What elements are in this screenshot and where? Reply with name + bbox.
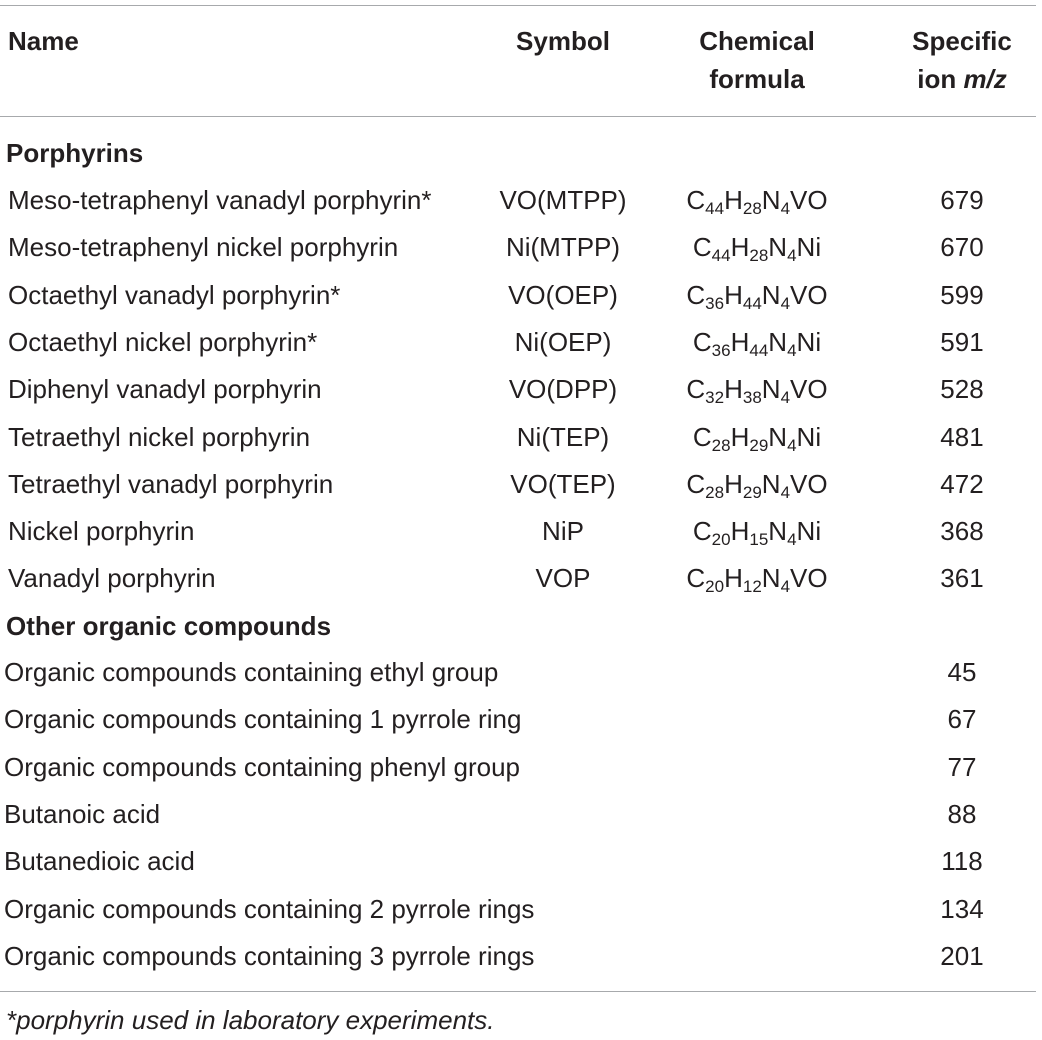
compound-name: Organic compounds containing ethyl group — [4, 657, 499, 687]
compound-symbol: VO(OEP) — [508, 280, 618, 310]
formula-subscript: 44 — [749, 341, 769, 360]
compound-name: Diphenyl vanadyl porphyrin — [8, 374, 322, 404]
formula-element: N — [768, 327, 788, 357]
column-header-symbol: Symbol — [516, 26, 610, 56]
formula-element: C — [686, 469, 706, 499]
table-row — [0, 228, 1036, 266]
formula-subscript: 20 — [711, 530, 731, 549]
column-header-mz-italic: m/z — [963, 64, 1007, 94]
table-row — [0, 465, 1036, 503]
compound-symbol: VOP — [535, 563, 591, 593]
compound-symbol: Ni(MTPP) — [505, 232, 621, 262]
formula-subscript: 38 — [742, 388, 762, 407]
formula-element: N — [761, 280, 781, 310]
compound-name: Organic compounds containing 1 pyrrole ring — [4, 704, 522, 734]
specific-ion-mz: 361 — [940, 563, 984, 593]
table-row — [0, 512, 1036, 550]
formula-element: Ni — [796, 422, 822, 452]
formula-element: H — [724, 280, 743, 310]
column-header-name: Name — [8, 26, 79, 56]
formula-subscript: 4 — [780, 577, 791, 596]
table-row — [0, 559, 1036, 597]
formula-element: H — [724, 469, 743, 499]
specific-ion-mz: 528 — [940, 374, 984, 404]
table-row — [0, 418, 1036, 456]
formula-subscript: 15 — [749, 530, 769, 549]
specific-ion-mz: 201 — [940, 941, 984, 971]
formula-subscript: 44 — [705, 199, 725, 218]
formula-element: H — [730, 327, 750, 357]
formula-subscript: 28 — [711, 436, 731, 455]
formula-element: N — [761, 563, 781, 593]
compound-symbol: VO(DPP) — [508, 374, 618, 404]
specific-ion-mz: 368 — [940, 516, 984, 546]
formula-subscript: 4 — [780, 294, 791, 313]
formula-element: VO — [790, 185, 828, 215]
compound-name: Meso-tetraphenyl nickel porphyrin — [8, 232, 399, 262]
table-row — [0, 323, 1036, 361]
specific-ion-mz: 77 — [947, 752, 977, 782]
formula-subscript: 29 — [742, 483, 762, 502]
formula-element: VO — [790, 374, 828, 404]
formula-subscript: 28 — [742, 199, 762, 218]
compound-symbol: Ni(OEP) — [514, 327, 612, 357]
compound-symbol: VO(MTPP) — [499, 185, 627, 215]
chemical-formula — [660, 323, 854, 361]
formula-element: N — [761, 469, 781, 499]
formula-subscript: 44 — [742, 294, 762, 313]
formula-subscript: 20 — [705, 577, 725, 596]
specific-ion-mz: 45 — [947, 657, 977, 687]
column-header-mz-prefix: ion — [917, 64, 964, 94]
formula-subscript: 28 — [705, 483, 725, 502]
formula-element: N — [768, 232, 788, 262]
specific-ion-mz: 670 — [940, 232, 984, 262]
formula-subscript: 32 — [705, 388, 725, 407]
table-row — [0, 890, 1036, 928]
formula-element: Ni — [796, 232, 822, 262]
formula-subscript: 4 — [780, 388, 791, 407]
formula-subscript: 12 — [742, 577, 762, 596]
footnote: *porphyrin used in laboratory experiments. — [6, 1005, 495, 1035]
formula-subscript: 44 — [711, 246, 731, 265]
column-header-mz-line2 — [890, 60, 1034, 98]
chemical-formula — [660, 559, 854, 597]
table-top-rule — [0, 5, 1036, 6]
compound-name: Tetraethyl nickel porphyrin — [8, 422, 311, 452]
formula-subscript: 4 — [787, 436, 797, 455]
column-header-specific-ion-mz — [890, 22, 1034, 98]
specific-ion-mz: 67 — [947, 704, 977, 734]
column-header-mz-line1: Specific — [912, 26, 1012, 56]
chemical-formula — [660, 181, 854, 219]
formula-element: VO — [790, 563, 828, 593]
compound-name: Butanedioic acid — [4, 846, 195, 876]
formula-element: VO — [790, 469, 828, 499]
formula-element: H — [724, 563, 743, 593]
formula-element: H — [730, 232, 750, 262]
compound-symbol: Ni(TEP) — [516, 422, 610, 452]
table-row — [0, 181, 1036, 219]
specific-ion-mz: 591 — [940, 327, 984, 357]
formula-subscript: 4 — [787, 341, 797, 360]
formula-element: VO — [790, 280, 828, 310]
table-row — [0, 842, 1036, 880]
specific-ion-mz: 88 — [947, 799, 977, 829]
specific-ion-mz: 118 — [941, 846, 983, 876]
table-row — [0, 748, 1036, 786]
chemical-formula — [660, 418, 854, 456]
specific-ion-mz: 679 — [940, 185, 984, 215]
formula-subscript: 29 — [749, 436, 769, 455]
table-row — [0, 370, 1036, 408]
table-bottom-rule — [0, 991, 1036, 992]
formula-subscript: 4 — [780, 483, 791, 502]
formula-subscript: 4 — [787, 530, 797, 549]
specific-ion-mz: 472 — [940, 469, 984, 499]
chemical-formula — [660, 276, 854, 314]
chemical-formula — [660, 465, 854, 503]
compound-name: Octaethyl vanadyl porphyrin* — [8, 280, 341, 310]
formula-element: H — [724, 185, 743, 215]
compound-name: Vanadyl porphyrin — [8, 563, 216, 593]
compound-name: Tetraethyl vanadyl porphyrin — [8, 469, 334, 499]
formula-element: H — [730, 516, 750, 546]
formula-element: C — [692, 327, 712, 357]
compound-name: Octaethyl nickel porphyrin* — [8, 327, 318, 357]
formula-element: N — [768, 422, 788, 452]
formula-subscript: 4 — [780, 199, 791, 218]
specific-ion-mz: 481 — [940, 422, 984, 452]
specific-ion-mz: 134 — [940, 894, 984, 924]
section-heading-other-organic-compounds: Other organic compounds — [6, 611, 332, 641]
chemical-formula — [660, 512, 854, 550]
chemical-formula — [660, 370, 854, 408]
formula-element: C — [692, 422, 712, 452]
table-row — [0, 700, 1036, 738]
chemical-formula — [660, 228, 854, 266]
compound-name: Nickel porphyrin — [8, 516, 195, 546]
header-bottom-rule — [0, 116, 1036, 117]
compound-name: Organic compounds containing phenyl group — [4, 752, 521, 782]
formula-element: Ni — [796, 327, 822, 357]
formula-element: C — [692, 232, 712, 262]
column-header-formula-line1: Chemical — [699, 26, 815, 56]
column-header-chemical-formula — [668, 22, 846, 98]
compound-name: Organic compounds containing 2 pyrrole rings — [4, 894, 535, 924]
formula-element: Ni — [796, 516, 822, 546]
compound-name: Meso-tetraphenyl vanadyl porphyrin* — [8, 185, 432, 215]
specific-ion-mz: 599 — [940, 280, 984, 310]
formula-element: H — [724, 374, 743, 404]
table-row — [0, 653, 1036, 691]
table-row — [0, 795, 1036, 833]
compound-name: Butanoic acid — [4, 799, 161, 829]
formula-element: N — [761, 185, 781, 215]
formula-element: C — [686, 280, 706, 310]
formula-element: N — [768, 516, 788, 546]
table-row — [0, 276, 1036, 314]
formula-subscript: 28 — [749, 246, 769, 265]
compound-symbol: NiP — [542, 516, 584, 546]
formula-element: C — [686, 185, 706, 215]
section-heading-porphyrins: Porphyrins — [6, 138, 144, 168]
formula-element: C — [686, 563, 706, 593]
formula-subscript: 4 — [787, 246, 797, 265]
formula-element: C — [692, 516, 712, 546]
formula-element: H — [730, 422, 750, 452]
compound-name: Organic compounds containing 3 pyrrole rings — [4, 941, 535, 971]
column-header-formula-line2: formula — [709, 64, 805, 94]
table-row — [0, 937, 1036, 975]
formula-element: N — [761, 374, 781, 404]
formula-subscript: 36 — [711, 341, 731, 360]
formula-subscript: 36 — [705, 294, 725, 313]
compound-symbol: VO(TEP) — [510, 469, 616, 499]
formula-element: C — [686, 374, 706, 404]
